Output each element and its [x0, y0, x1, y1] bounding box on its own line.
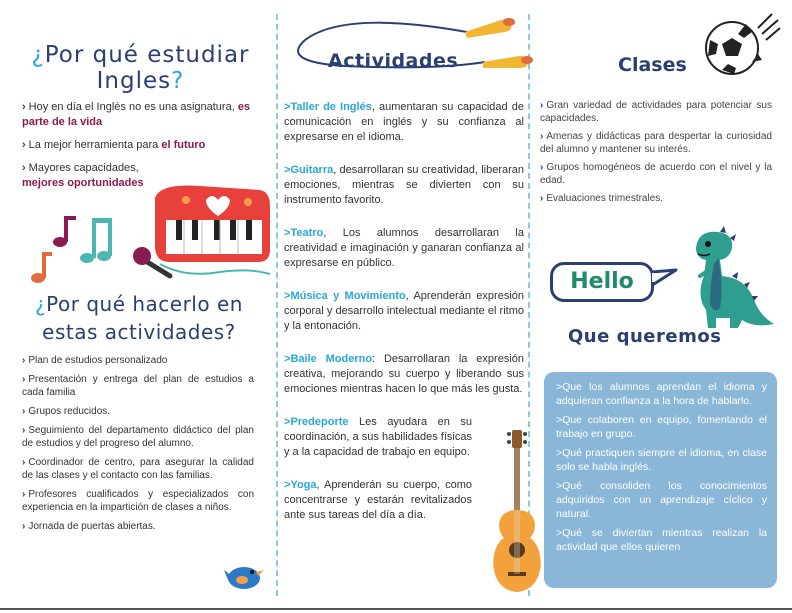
list-item: >Qué practiquen siempre el idioma, en clase solo se habla inglés.	[556, 447, 767, 473]
goals-box	[544, 372, 777, 588]
list-item: >Qué consoliden los conocimientos adquiridos con un aprendizaje cíclico y natural.	[556, 480, 767, 520]
list-item: › Profesores cualificados y especializados con experiencia en la impartición de clases a niños.	[22, 489, 254, 513]
list-item: › Grupos reducidos.	[22, 406, 111, 417]
list-item: › Seguimiento del departamento didáctico del plan de estudios y del progreso del alumno.	[22, 425, 254, 449]
title-why-activities: ¿Por qué hacerlo en estas actividades?	[35, 292, 243, 344]
activity-item: >Baile Moderno: Desarrollaran la expresión creativa, mejorando su cuerpo y liberando sus emociones mientras hacen lo que más les gusta.	[284, 353, 524, 395]
activity-item: >Teatro, Los alumnos desarrollaran la creatividad e imaginación y ganaran confianza al expresarse en público.	[284, 227, 524, 269]
list-item: › Presentación y entrega del plan de estudios a cada familia	[22, 374, 254, 398]
activity-item: >Yoga, Aprenderán su cuerpo, como concentrarse y estarán revitalizados ante sus tareas del día a día.	[284, 479, 472, 521]
list-item: › Gran variedad de actividades para potenciar sus capacidades.	[540, 100, 772, 124]
list-item: › Evaluaciones trimestrales.	[540, 193, 664, 204]
list-item: >Que colaboren en equipo, fomentando el trabajo en grupo.	[556, 414, 767, 440]
hello-speech-bubble: Hello	[550, 262, 654, 302]
list-item: › Plan de estudios personalizado	[22, 355, 168, 366]
list-item: >Que los alumnos aprendan el idioma y adquieran confianza a la hora de hablarlo.	[556, 381, 767, 407]
bird-icon	[222, 556, 270, 596]
title-goals: Que queremos	[568, 326, 722, 347]
toy-piano-icon	[130, 178, 290, 288]
activity-item: >Taller de Inglés, aumentaran su capacidad de comunicación en inglés y su confianza al expresarse en el idioma.	[284, 101, 524, 143]
title-classes: Clases	[618, 54, 687, 76]
list-item: › Hoy en día el Inglés no es una asignatura, es parte de la vida	[22, 101, 251, 128]
activity-item: >Predeporte Les ayudara en su coordinación, a sus habilidades físicas y a la capacidad de trabajo en equipo.	[284, 416, 472, 458]
dinosaur-icon	[676, 224, 776, 332]
activity-item: >Música y Movimiento, Aprenderán expresión corporal y desarrollo intelectual mediante el ritmo y la entonación.	[284, 290, 525, 332]
speech-bubble-tail-icon	[652, 268, 678, 288]
bottom-divider	[0, 608, 792, 610]
guitar-icon	[486, 426, 552, 598]
music-notes-icon	[30, 212, 125, 292]
activity-item: >Guitarra, desarrollaran su creatividad, liberaran emociones, mientras se divierten con su instrumento favorito.	[284, 164, 524, 206]
list-item: › Amenas y didácticas para despertar la curiosidad del alumno y mantener su interés.	[540, 131, 772, 155]
list-item: › Jornada de puertas abiertas.	[22, 521, 156, 532]
list-item: › Grupos homogéneos de acuerdo con el nivel y la edad.	[540, 162, 772, 186]
list-item: › Coordinador de centro, para asegurar la calidad de las clases y el contacto con las familias.	[22, 457, 254, 481]
title-activities: Actividades	[328, 50, 459, 72]
reasons-list	[22, 354, 254, 539]
classes-list	[540, 99, 772, 210]
title-why-english: ¿Por qué estudiar Ingles?	[31, 42, 250, 94]
list-item: › Mayores capacidades, mejores oportunidades	[22, 162, 144, 189]
list-item: › La mejor herramienta para el futuro	[22, 139, 206, 151]
soccer-ball-icon	[702, 10, 782, 80]
list-item: >Qué se diviertan mientras realizan la actividad que ellos quieren	[556, 527, 767, 553]
